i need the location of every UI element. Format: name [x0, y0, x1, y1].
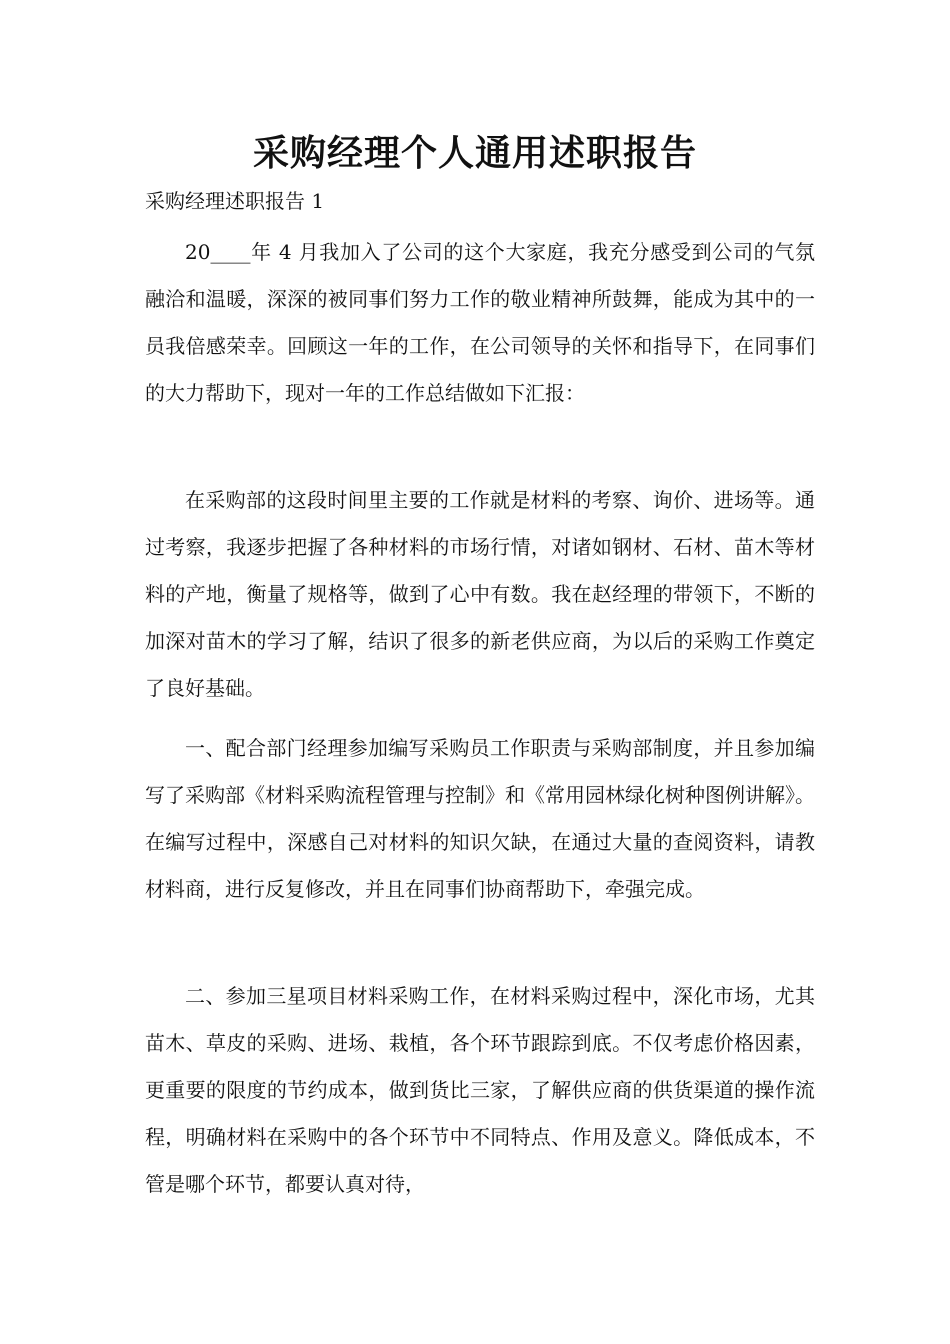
paragraph-item-one: 一、配合部门经理参加编写采购员工作职责与采购部制度，并且参加编写了采购部《材料采购流程管理与控制》和《常用园林绿化树种图例讲解》。在编写过程中，深感自己对材料的知识欠缺，在通过大量的查阅资料，请教材料商，进行反复修改，并且在同事们协商帮助下，牵强完成。: [145, 736, 815, 901]
paragraph-item-two: 二、参加三星项目材料采购工作，在材料采购过程中，深化市场，尤其苗木、草皮的采购、进场、栽植，各个环节跟踪到底。不仅考虑价格因素，更重要的限度的节约成本，做到货比三家，了解供应商的供货渠道的操作流程，明确材料在采购中的各个环节中不同特点、作用及意义。降低成本，不管是哪个环节，都要认真对待，: [145, 984, 815, 1196]
paragraph-intro: 20____年 4 月我加入了公司的这个大家庭，我充分感受到公司的气氛融洽和温暖，深深的被同事们努力工作的敬业精神所鼓舞，能成为其中的一员我倍感荣幸。回顾这一年的工作，在公司领导的关怀和指导下，在同事们的大力帮助下，现对一年的工作总结做如下汇报：: [145, 240, 815, 405]
section-heading: 采购经理述职报告 1: [145, 189, 325, 213]
document-title: 采购经理个人通用述职报告: [252, 132, 697, 174]
paragraph-work-overview: 在采购部的这段时间里主要的工作就是材料的考察、询价、进场等。通过考察，我逐步把握了各种材料的市场行情，对诸如钢材、石材、苗木等材料的产地，衡量了规格等，做到了心中有数。我在赵经理的带领下，不断的加深对苗木的学习了解，结识了很多的新老供应商，为以后的采购工作奠定了良好基础。: [145, 488, 815, 700]
